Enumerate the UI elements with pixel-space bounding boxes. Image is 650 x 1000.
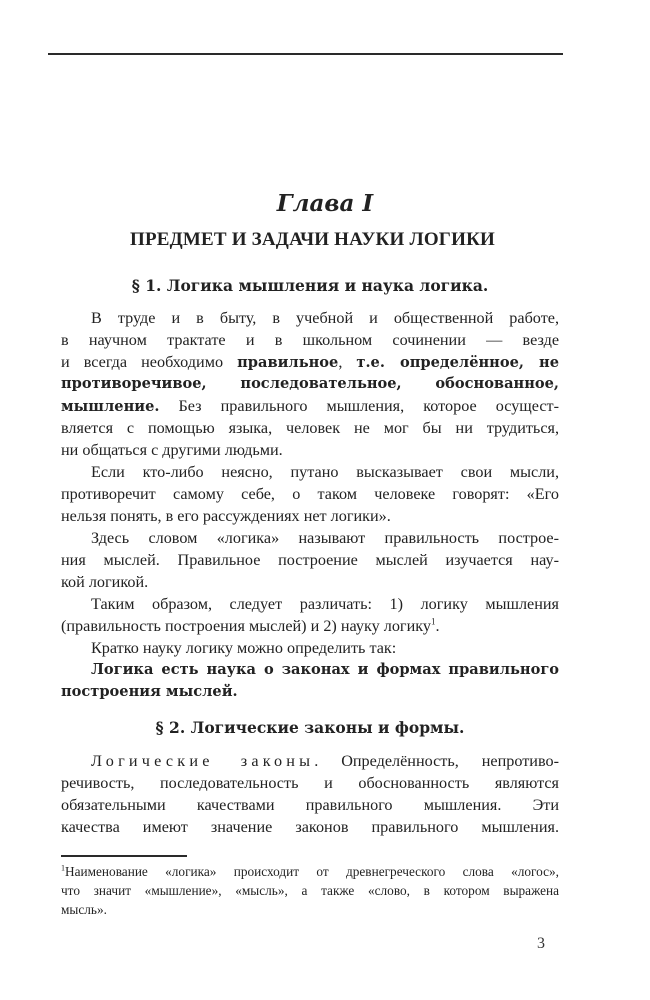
text-line: ния мыслей. Правильное построение мыслей изучается нау-	[61, 551, 559, 569]
text-run: Без правильного мышления, которое осущест-	[159, 397, 559, 415]
text-line: В труде и в быту, в учебной и общественной работе,	[91, 309, 559, 327]
bold-term: т.е. определённое, не	[356, 354, 560, 371]
text-run: ,	[338, 353, 357, 371]
header-rule	[48, 53, 563, 55]
page-number: 3	[537, 935, 545, 952]
section-1-heading: § 1. Логика мышления и наука логика.	[131, 276, 489, 295]
text-line: противоречит самому себе, о таком человеке говорят: «Его	[61, 485, 559, 503]
text-line: вляется с помощью языка, человек не мог бы ни трудиться,	[61, 419, 559, 437]
text-run: . Определённость, непротиво-	[314, 752, 559, 770]
text-line	[61, 351, 559, 373]
text-run: Наименование «логика» происходит от древнегреческого слова «логос»,	[65, 864, 559, 879]
text-line	[61, 750, 559, 772]
footnote-line: что значит «мышление», «мысль», а также «слово, в котором выражена	[61, 883, 559, 898]
chapter-title: ПРЕДМЕТ И ЗАДАЧИ НАУКИ ЛОГИКИ	[129, 229, 496, 250]
footnote	[61, 862, 559, 919]
bold-term: правильное	[237, 354, 339, 371]
text-line: Здесь словом «логика» называют правильность построе-	[91, 529, 559, 547]
text-run: (правильность построения мыслей) и 2) науку логику	[61, 617, 431, 635]
text-line: Кратко науку логику можно определить так:	[91, 639, 397, 657]
section-1-body	[61, 307, 559, 703]
bold-line: противоречивое, последовательное, обоснованное,	[61, 375, 559, 392]
section-2-heading: § 2. Логические законы и формы.	[155, 718, 465, 737]
text-line: обязательными качествами правильного мышления. Эти	[61, 796, 559, 814]
definition-line: построения мыслей.	[61, 683, 238, 700]
footnote-ref[interactable]: 1	[430, 616, 436, 627]
footnote-rule	[61, 855, 187, 857]
spaced-term: Логические законы	[91, 752, 315, 770]
text-run: .	[435, 617, 440, 635]
definition-line: Логика есть наука о законах и формах правильного	[91, 661, 559, 678]
text-line: Если кто-либо неясно, путано высказывает свои мысли,	[91, 463, 559, 481]
text-line	[61, 395, 559, 417]
section-2-body	[61, 750, 559, 838]
text-run: и всегда необходимо	[61, 353, 238, 371]
text-line: кой логикой.	[61, 573, 149, 591]
footnote-marker: 1	[61, 863, 65, 873]
footnote-line: мысль».	[61, 902, 107, 917]
chapter-label: Глава I	[276, 190, 374, 217]
text-line: в научном трактате и в школьном сочинении — везде	[61, 331, 559, 349]
bold-term: мышление.	[61, 398, 160, 415]
text-line: нельзя понять, в его рассуждениях нет логики».	[61, 507, 391, 525]
text-line: качества имеют значение законов правильного мышления.	[61, 818, 559, 836]
text-line: речивость, последовательность и обоснованность являются	[61, 774, 559, 792]
text-line: Таким образом, следует различать: 1) логику мышления	[91, 595, 559, 613]
text-line: ни общаться с другими людьми.	[61, 441, 283, 459]
footnote-line	[61, 862, 559, 881]
text-line	[61, 615, 559, 637]
